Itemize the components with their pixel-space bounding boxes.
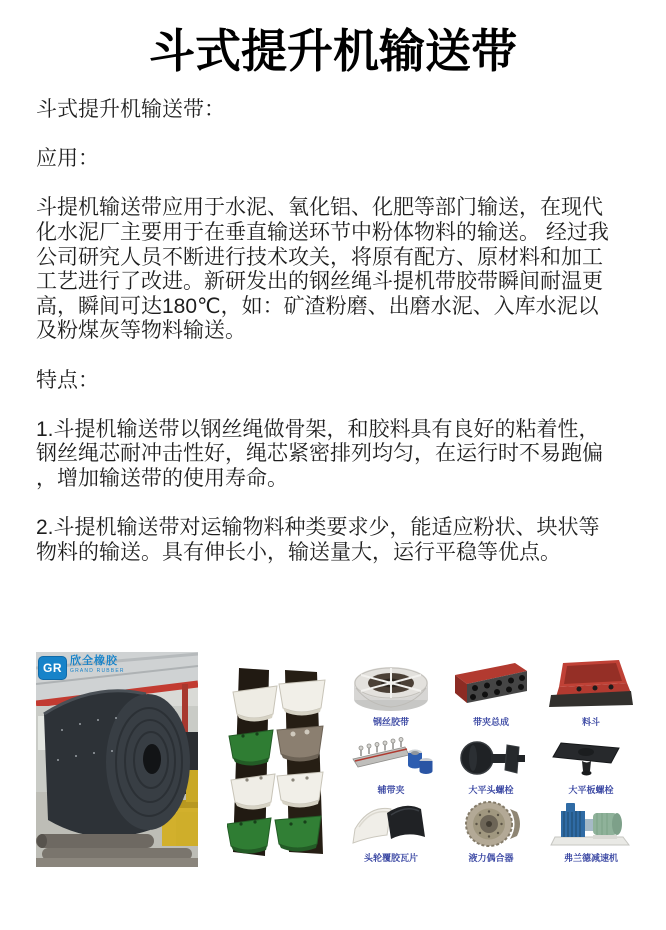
product-item-aux-belt-clamp xyxy=(341,728,441,796)
flender-reducer-icon xyxy=(549,799,633,849)
product-caption: 弗兰德减速机 xyxy=(563,853,618,863)
flat-plate-bolt-icon xyxy=(549,735,633,781)
brand-logo xyxy=(38,656,125,680)
product-item-fluid-coupling xyxy=(441,796,541,864)
page-title: 斗式提升机输送带 xyxy=(149,25,517,77)
elevator-buckets-photo xyxy=(227,668,331,858)
brand-logo-icon: GR xyxy=(38,656,67,680)
product-description xyxy=(36,98,616,565)
application-text: 斗提机输送带应用于水泥、氧化铝、化肥等部门输送，在现代化水泥厂主要用于在垂直输送环节中粉体物料的输送。 经过我公司研究人员不断进行技术攻关，将原有配方、原材料和加工工艺进行了改进。新研发出的钢丝绳斗提机带胶带瞬间耐温更高，瞬间可达180℃，如：矿渣粉磨、出磨水泥、入库水泥以及粉煤灰等物料输送。 xyxy=(36,196,609,343)
product-caption: 大平板螺栓 xyxy=(568,785,614,795)
product-grid xyxy=(341,652,641,864)
brand-name-en: GRAND RUBBER xyxy=(70,668,125,674)
feature-item-1: 1.斗提机输送带以钢丝绳做骨架，和胶料具有良好的粘着性，钢丝绳芯耐冲击性好，绳芯紧密排列均匀，在运行时不易跑偏，增加输送带的使用寿命。 xyxy=(36,417,603,490)
product-subtitle: 斗式提升机输送带： xyxy=(36,98,225,121)
hopper-icon xyxy=(549,657,633,713)
product-item-flat-plate-bolt xyxy=(541,728,641,796)
product-caption: 液力偶合器 xyxy=(468,853,514,863)
product-caption: 料斗 xyxy=(581,717,600,727)
application-label: 应用： xyxy=(36,147,99,171)
elevator-buckets-illustration xyxy=(227,668,331,858)
head-wheel-rubber-tile-icon xyxy=(349,799,433,849)
product-caption: 带夹总成 xyxy=(472,717,509,727)
product-item-hopper xyxy=(541,652,641,728)
belt-clamp-assembly-icon xyxy=(449,657,533,713)
flat-head-bolt-icon xyxy=(449,735,533,781)
aux-belt-clamp-icon xyxy=(349,735,433,781)
product-caption: 钢丝胶带 xyxy=(372,717,409,727)
product-caption: 辅带夹 xyxy=(377,785,405,795)
steel-wire-belt-roll-icon xyxy=(349,657,433,713)
features-label: 特点： xyxy=(36,368,99,392)
fluid-coupling-icon xyxy=(449,799,533,849)
product-item-head-wheel-tile xyxy=(341,796,441,864)
belt-roll-illustration xyxy=(36,652,198,867)
product-item-belt-clamp-assembly xyxy=(441,652,541,728)
brand-name-cn: 欣全橡胶 xyxy=(70,655,118,667)
factory-belt-roll-photo xyxy=(36,652,198,867)
product-caption: 大平头螺栓 xyxy=(468,785,514,795)
product-item-flender-reducer xyxy=(541,796,641,864)
product-caption: 头轮覆胶瓦片 xyxy=(363,853,418,863)
product-item-steel-wire-belt xyxy=(341,652,441,728)
product-item-flat-head-bolt xyxy=(441,728,541,796)
feature-item-2: 2.斗提机输送带对运输物料种类要求少，能适应粉状、块状等物料的输送。具有伸长小，输送量大，运行平稳等优点。 xyxy=(36,516,600,564)
